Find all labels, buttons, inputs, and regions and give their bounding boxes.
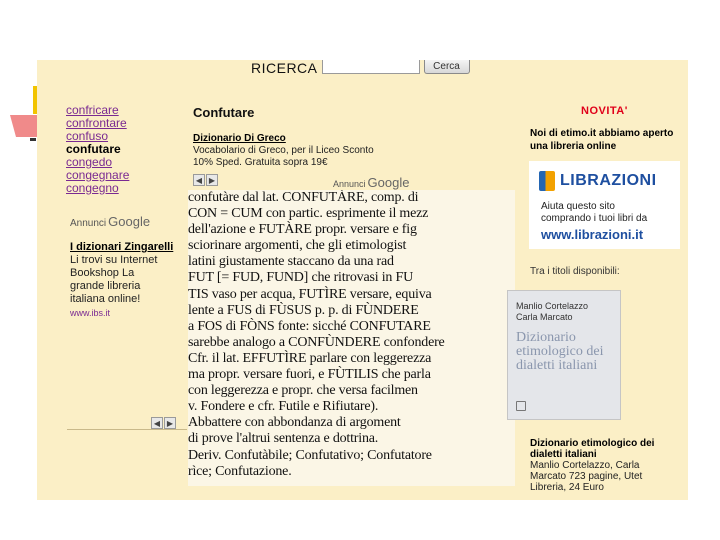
word-link[interactable]: congedo xyxy=(66,155,113,169)
scan-line: dell'azione e FUTÀRE propr. versare e fig xyxy=(188,222,417,238)
scan-line: sarebbe analogo a CONFÙNDERE confondere xyxy=(188,334,445,350)
scan-line: di prove l'altrui sentenza e dottrina. xyxy=(188,431,379,447)
word-link[interactable]: confuso xyxy=(66,129,109,143)
scan-line: con leggerezza e propr. che versa facilmen xyxy=(188,383,418,399)
scan-line: confutàre dal lat. CONFUTÀRE, comp. di xyxy=(188,190,419,205)
scan-line: latini giustamente staccano da una rad xyxy=(188,254,394,270)
books-label: Tra i titoli disponibili: xyxy=(530,266,620,277)
ad-title-link[interactable]: Dizionario Di Greco xyxy=(193,133,286,144)
scan-line: CON = CUM con partic. esprimente il mezz xyxy=(188,206,429,222)
scan-line: v. Fondere e cfr. Futile e Rifiutare). xyxy=(188,399,379,415)
dictionary-scan-image xyxy=(188,190,515,486)
word-link[interactable]: confrontare xyxy=(66,116,127,130)
google-ads-label[interactable] xyxy=(333,175,409,190)
ad-text: italiana online! xyxy=(70,293,141,305)
banner-url: www.librazioni.it xyxy=(541,227,644,242)
main-ad xyxy=(193,133,413,169)
scan-line: ma propr. versare fuori, e FÙTILIS che parla xyxy=(188,367,431,383)
word-link[interactable]: congegnare xyxy=(66,168,130,182)
scan-line: rìce; Confutazione. xyxy=(188,463,292,479)
google-logo: Google xyxy=(108,214,151,229)
book-cover-image[interactable] xyxy=(507,290,621,420)
web-page-screenshot xyxy=(37,60,688,500)
ad-title-link[interactable]: I dizionari Zingarelli xyxy=(70,241,174,253)
ad-text: Li trovi su Internet Bookshop La xyxy=(70,254,158,279)
scan-line: FUT [= FUD, FUND] che ritrovasi in FU xyxy=(188,270,414,286)
scan-line: sciorinare argomenti, che gli etimologist xyxy=(188,238,407,254)
book-description: Manlio Cortelazzo, Carla Marcato 723 pagine, Utet Libreria, 24 Euro xyxy=(530,460,643,493)
chevron-right-icon[interactable]: ▶ xyxy=(164,417,176,429)
word-link[interactable]: confricare xyxy=(66,103,119,117)
scan-line: TIS vaso per acqua, FUTÌRE versare, equiva xyxy=(188,286,432,302)
book-icon xyxy=(539,171,555,191)
cover-author: Manlio Cortelazzo Carla Marcato xyxy=(516,301,589,322)
google-ads-label[interactable] xyxy=(70,214,150,229)
search-label: RICERCA xyxy=(251,60,318,76)
scan-line: lente a FUS di FÙSUS p. p. di FÙNDERE xyxy=(188,302,419,318)
word-list xyxy=(66,104,186,195)
ad-text: Vocabolario di Greco, per il Liceo Sconto xyxy=(193,145,374,156)
ad-url-link[interactable]: www.ibs.it xyxy=(70,308,111,318)
librazioni-logo xyxy=(539,171,657,191)
cover-title: Dizionario etimologico dei dialetti italiani xyxy=(516,330,604,373)
slide-accent-dash xyxy=(30,138,36,141)
divider xyxy=(67,429,187,430)
banner-brand: LIBRAZIONI xyxy=(560,172,657,189)
banner-text: comprando i tuoi libri da xyxy=(541,213,648,224)
chevron-left-icon[interactable]: ◀ xyxy=(151,417,163,429)
banner-text: Aiuta questo sito xyxy=(541,201,615,212)
publisher-seal-icon xyxy=(516,401,526,411)
bookshop-intro: Noi di etimo.it abbiamo aperto una libreria online xyxy=(530,128,674,152)
search-input[interactable] xyxy=(322,60,420,74)
chevron-right-icon[interactable]: ▶ xyxy=(206,174,218,186)
scan-line: Abbattere con abbondanza di argoment xyxy=(188,415,401,431)
ads-label-text: Annunci xyxy=(70,218,107,229)
search-button[interactable]: Cerca xyxy=(424,60,470,74)
page-title: Confutare xyxy=(193,105,255,120)
chevron-left-icon[interactable]: ◀ xyxy=(193,174,205,186)
book-title-link[interactable]: Dizionario etimologico dei dialetti italiani xyxy=(530,438,655,460)
main-ad-nav xyxy=(193,174,218,186)
search-bar xyxy=(251,60,470,74)
scan-line: Cfr. il lat. EFFUTÌRE parlare con leggerezza xyxy=(188,350,432,366)
google-logo: Google xyxy=(367,175,410,190)
ad-text: grande libreria xyxy=(70,280,141,292)
slide-accent-pink xyxy=(10,115,40,137)
ads-label-text: Annunci xyxy=(333,179,366,189)
novita-heading: NOVITA' xyxy=(581,105,628,117)
scan-line: Deriv. Confutàbile; Confutativo; Confutatore xyxy=(188,447,432,463)
ad-text: 10% Sped. Gratuita sopra 19€ xyxy=(193,157,328,168)
sidebar-ad xyxy=(70,241,188,319)
sidebar-ad-nav xyxy=(151,417,176,429)
current-word: confutare xyxy=(66,142,121,156)
word-link[interactable]: congegno xyxy=(66,181,119,195)
scan-line: a FOS di FÒNS fonte: sicché CONFUTARE xyxy=(188,318,431,334)
librazioni-banner[interactable] xyxy=(529,161,680,249)
